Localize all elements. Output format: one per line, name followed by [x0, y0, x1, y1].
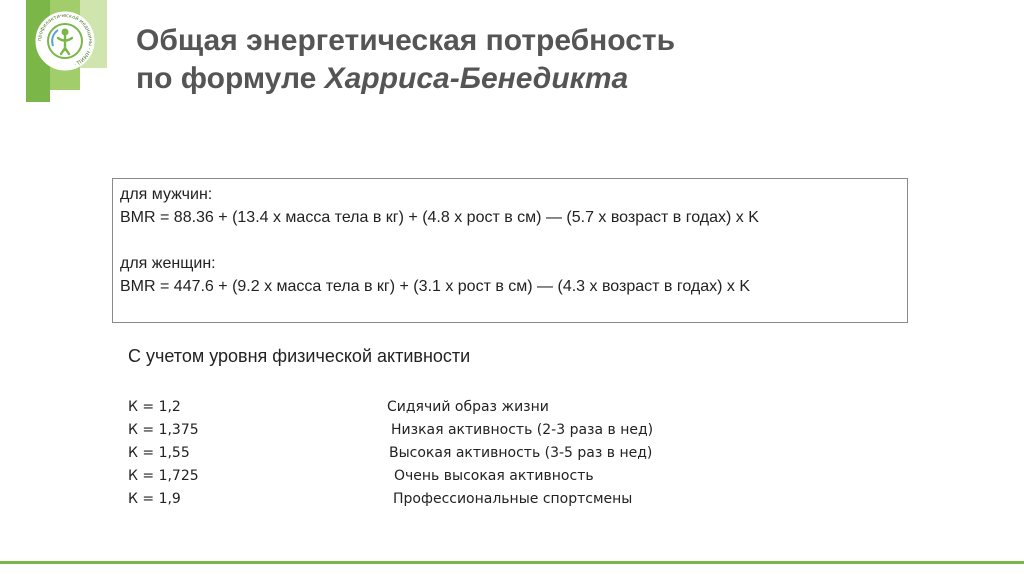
- k-value: К = 1,375: [128, 422, 199, 438]
- logo-ring-text: профилактической медицины · НМИЦ ·: [36, 12, 94, 68]
- men-label: для мужчин:: [120, 186, 213, 203]
- activity-heading: С учетом уровня физической активности: [128, 346, 471, 366]
- title-line-1: Общая энергетическая потребность: [136, 24, 676, 57]
- activity-description: Сидячий образ жизни: [387, 399, 549, 415]
- k-value: К = 1,55: [128, 445, 190, 461]
- figure-in-circle-logo: [34, 10, 96, 72]
- k-value: К = 1,2: [128, 399, 181, 415]
- activity-description: Высокая активность (3-5 раз в нед): [389, 445, 653, 461]
- title-line-2-emphasis: Харриса-Бенедикта: [324, 62, 629, 95]
- footer-accent-line: [0, 561, 1024, 564]
- activity-description: Низкая активность (2-3 раза в нед): [391, 422, 654, 438]
- formula-box: [112, 178, 908, 323]
- k-value: К = 1,725: [128, 468, 199, 484]
- women-label: для женщин:: [120, 255, 216, 272]
- title-line-2-prefix: по формуле: [136, 62, 325, 95]
- men-formula: BMR = 88.36 + (13.4 х масса тела в кг) + (4.8 х рост в см) — (5.7 х возраст в годах) x K: [120, 209, 759, 226]
- formula-spacer: [120, 229, 907, 252]
- women-formula: BMR = 447.6 + (9.2 х масса тела в кг) + (3.1 х рост в см) — (4.3 х возраст в годах) x K: [120, 278, 751, 295]
- page-title: [136, 22, 675, 98]
- k-value: К = 1,9: [128, 491, 181, 507]
- activity-description: Профессиональные спортсмены: [393, 491, 633, 507]
- activity-description: Очень высокая активность: [394, 468, 594, 484]
